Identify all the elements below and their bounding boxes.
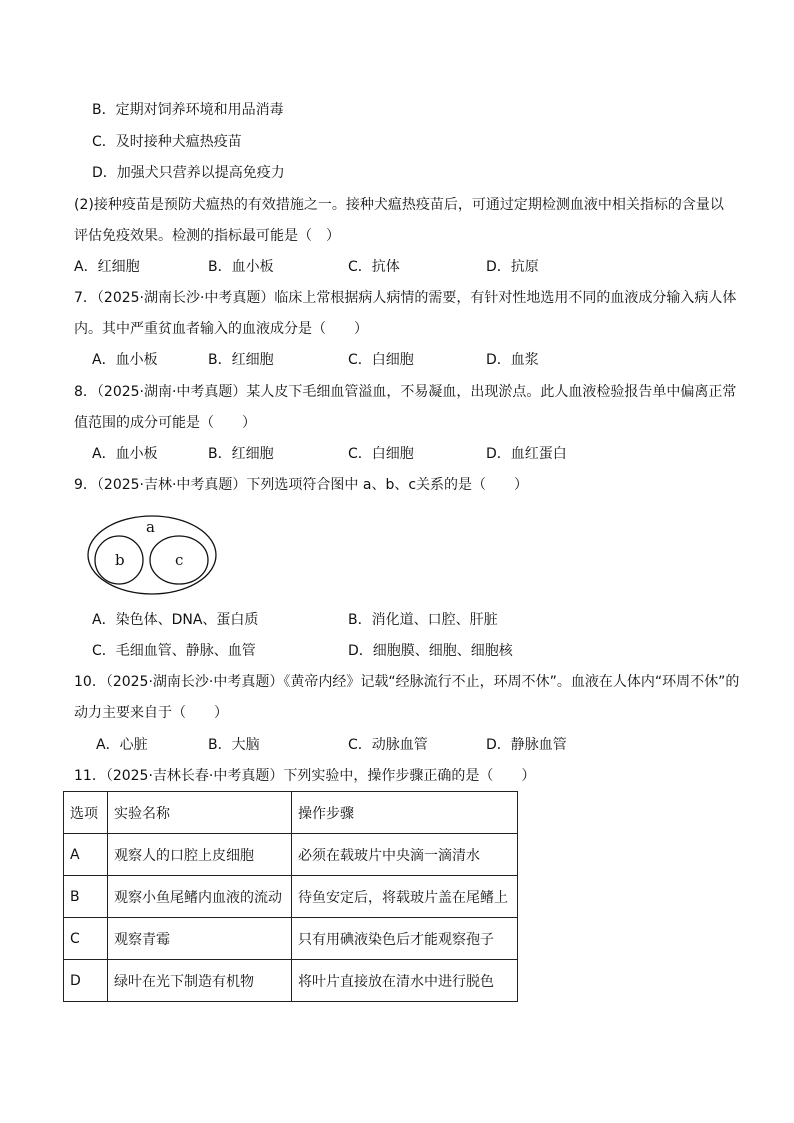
table-header-row — [64, 792, 518, 834]
q6-option-d: D．加强犬只营养以提高免疫力 — [92, 165, 285, 181]
table-row — [64, 960, 518, 1002]
cell-option: B — [64, 876, 108, 918]
q8-options — [0, 444, 794, 464]
q7-stem-line1: 7．（2025·湖南长沙·中考真题）临床上常根据病人病情的需要，有针对性地选用不同的血液成分输入病人体 — [74, 290, 737, 306]
header-experiment: 实验名称 — [108, 792, 292, 834]
option-a: A．血小板 — [92, 446, 158, 462]
table-row — [64, 834, 518, 876]
cell-steps: 将叶片直接放在清水中进行脱色 — [292, 960, 518, 1002]
q6-option-b: B．定期对饲养环境和用品消毒 — [92, 102, 284, 118]
option-a: A．血小板 — [92, 352, 158, 368]
cell-steps: 必须在载玻片中央滴一滴清水 — [292, 834, 518, 876]
cell-steps: 待鱼安定后，将载玻片盖在尾鳍上 — [292, 876, 518, 918]
q10-stem-line2: 动力主要来自于（ ） — [74, 705, 228, 721]
q9-stem-line1: 9．（2025·吉林·中考真题）下列选项符合图中 a、b、c关系的是（ ） — [74, 477, 529, 493]
option-a: A．染色体、DNA、蛋白质 — [92, 612, 259, 628]
q11-stem-line1: 11．（2025·吉林长春·中考真题）下列实验中，操作步骤正确的是（ ） — [74, 768, 536, 784]
option-c: C．动脉血管 — [348, 737, 428, 753]
label-a: a — [146, 518, 155, 536]
option-a: A．心脏 — [96, 737, 148, 753]
option-d: D．血浆 — [486, 352, 539, 368]
table-row — [64, 876, 518, 918]
q7-stem-line2: 内。其中严重贫血者输入的血液成分是（ ） — [74, 321, 368, 337]
option-c: C．白细胞 — [348, 446, 414, 462]
option-d: D．静脉血管 — [486, 737, 567, 753]
cell-experiment: 观察小鱼尾鳍内血液的流动 — [108, 876, 292, 918]
header-option: 选项 — [64, 792, 108, 834]
cell-option: A — [64, 834, 108, 876]
q6-option-c: C．及时接种犬瘟热疫苗 — [92, 134, 242, 150]
table-row — [64, 918, 518, 960]
option-b: B．红细胞 — [208, 446, 274, 462]
option-b: B．消化道、口腔、肝脏 — [348, 612, 498, 628]
q10-stem-line1: 10．（2025·湖南长沙·中考真题）《黄帝内经》记载“经脉流行不止，环周不休”。血液在人体内“环周不休”的 — [74, 674, 740, 690]
q7-options — [0, 350, 794, 370]
q8-stem-line1: 8．（2025·湖南·中考真题）某人皮下毛细血管溢血，不易凝血，出现淤点。此人血液检验报告单中偏离正常 — [74, 384, 737, 400]
cell-option: D — [64, 960, 108, 1002]
cell-experiment: 观察青霉 — [108, 918, 292, 960]
option-c: C．毛细血管、静脉、血管 — [92, 643, 256, 659]
nested-ellipse-diagram — [86, 510, 220, 598]
option-c: C．抗体 — [348, 259, 400, 275]
option-a: A．红细胞 — [74, 259, 140, 275]
q6-sub2-stem-line1: (2)接种疫苗是预防犬瘟热的有效措施之一。接种犬瘟热疫苗后，可通过定期检测血液中相关指标的含量以 — [74, 197, 724, 213]
cell-experiment: 绿叶在光下制造有机物 — [108, 960, 292, 1002]
option-d: D．细胞膜、细胞、细胞核 — [348, 643, 513, 659]
option-b: B．血小板 — [208, 259, 274, 275]
cell-steps: 只有用碘液染色后才能观察孢子 — [292, 918, 518, 960]
experiment-table — [63, 791, 518, 1002]
label-b: b — [115, 551, 125, 569]
q9-options-row1 — [0, 610, 794, 630]
label-c: c — [175, 551, 184, 569]
q9-options-row2 — [0, 641, 794, 661]
option-d: D．抗原 — [486, 259, 539, 275]
option-b: B．红细胞 — [208, 352, 274, 368]
option-b: B．大脑 — [208, 737, 260, 753]
option-d: D．血红蛋白 — [486, 446, 567, 462]
q10-options — [0, 735, 794, 755]
option-c: C．白细胞 — [348, 352, 414, 368]
header-steps: 操作步骤 — [292, 792, 518, 834]
q8-stem-line2: 值范围的成分可能是（ ） — [74, 415, 256, 431]
cell-option: C — [64, 918, 108, 960]
cell-experiment: 观察人的口腔上皮细胞 — [108, 834, 292, 876]
q6-sub2-options — [0, 257, 794, 277]
q6-sub2-stem-line2: 评估免疫效果。检测的指标最可能是（ ） — [74, 228, 340, 244]
